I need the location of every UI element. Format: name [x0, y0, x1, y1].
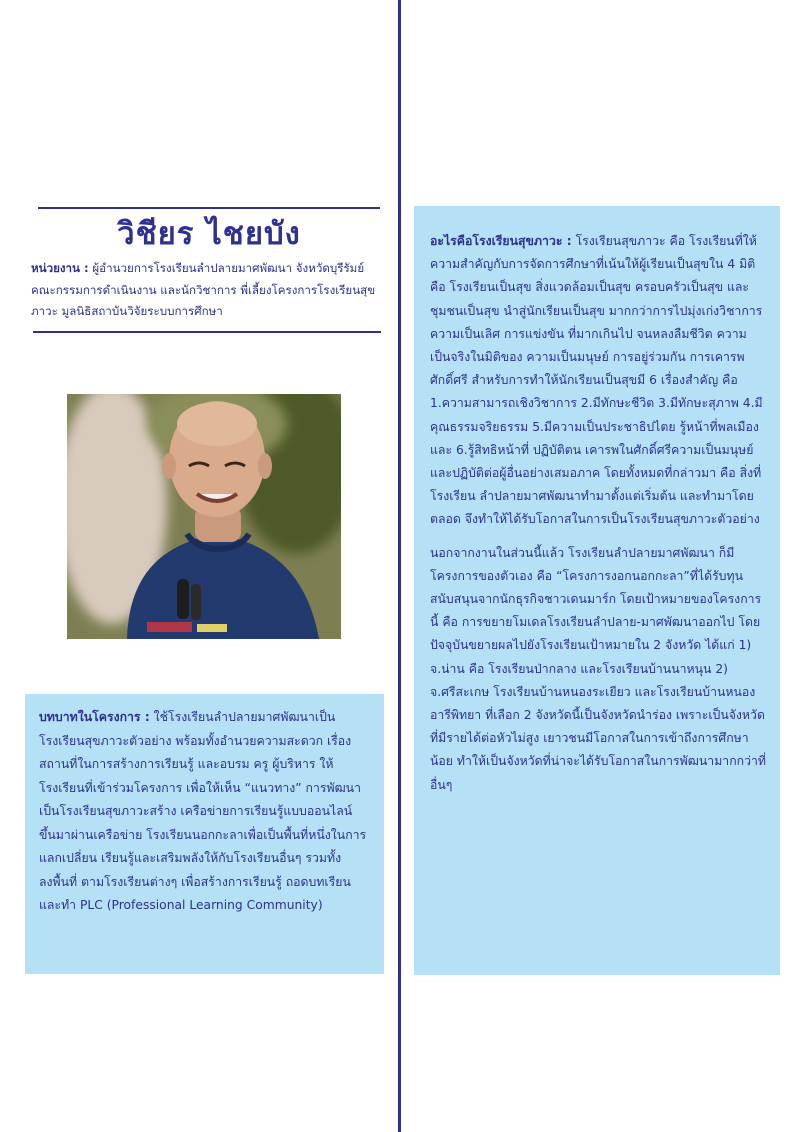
role-label: บทบาทในโครงการ : [39, 710, 150, 724]
role-text: ใช้โรงเรียนลำปลายมาศพัฒนาเป็นโรงเรียนสุขภาวะตัวอย่าง พร้อมทั้งอำนวยความสะดวก เรื่องสถานที่ในการสร้างการเรียนรู้ และอบรม ครู ผู้บริหาร ให้โรงเรียนที่เข้าร่วมโครงการ เพื่อให้เห็น “แนวทาง” การพัฒนาเป็นโรงเรียนสุขภาวะสร้าง เครือข่ายการเรียนรู้แบบออนไลน์ขึ้นมาผ่านเครือข่าย โรงเรียนนอกกะลาเพื่อเป็นพื้นที่หนึ่งในการแลกเปลี่ยน เรียนรู้และเสริมพลังให้กับโรงเรียนอื่นๆ รวมทั้งลงพื้นที่ ตามโรงเรียนต่างๆ เพื่อสร้างการเรียนรู้ ถอดบทเรียน และทำ PLC (Professional Learning Community) [39, 710, 367, 912]
healthy-school-label: อะไรคือโรงเรียนสุขภาวะ : [430, 234, 572, 248]
portrait-photo [67, 394, 341, 639]
affiliation-label: หน่วยงาน : [31, 261, 89, 275]
column-divider [398, 0, 401, 1132]
affiliation [31, 258, 383, 323]
role-paragraph [39, 706, 368, 918]
portrait-illustration [67, 394, 341, 639]
role-box [25, 694, 384, 974]
healthy-school-text: โรงเรียนสุขภาวะ คือ โรงเรียนที่ให้ความสำคัญกับการจัดการศึกษาที่เน้นให้ผู้เรียนเป็นสุขใน 4 มิติ คือ โรงเรียนเป็นสุข สิ่งแวดล้อมเป็นสุข ครอบครัวเป็นสุข และชุมชนเป็นสุข นำสู่นักเรียนเป็นสุข มากกว่าการไปมุ่งเก่งวิชาการ ความเป็นเลิศ การแข่งขัน ที่มากเกินไป จนหลงลืมชีวิต ความเป็นจริงในมิติของ ความเป็นมนุษย์ การอยู่ร่วมกัน การเคารพศักดิ์ศรี สำหรับการทำให้นักเรียนเป็นสุขมี 6 เรื่องสำคัญ คือ 1.ความสามารถเชิงวิชาการ 2.มีทักษะชีวิต 3.มีทักษะสุภาพ 4.มีคุณธรรมจริยธรรม 5.มีความเป็นประชาธิปไตย รู้หน้าที่พลเมือง และ 6.รู้สิทธิหน้าที่ ปฏิบัติตน เคารพในศักดิ์ศรีความเป็นมนุษย์ และปฏิบัติต่อผู้อื่นอย่างเสมอภาค โดยทั้งหมดที่กล่าวมา คือ สิ่งที่โรงเรียน ลำปลายมาศพัฒนาทำมาตั้งแต่เริ่มต้น และทำมาโดยตลอด จึงทำให้ได้รับโอกาสในการเป็นโรงเรียนสุขภาวะตัวอย่าง [430, 234, 763, 527]
healthy-school-paragraph [430, 230, 766, 532]
project-paragraph: นอกจากงานในส่วนนี้แล้ว โรงเรียนลำปลายมาศพัฒนา ก็มีโครงการของตัวเอง คือ “โครงการงอกนอกกะลา”ที่ได้รับทุนสนับสนุนจากนักธุรกิจชาวเดนมาร์ก โดยเป้าหมายของโครงการนี้ คือ การขยายโมเดลโรงเรียนลำปลาย-มาศพัฒนาออกไป โดยปัจจุบันขยายผลไปยังโรงเรียนเป้าหมายใน 2 จังหวัด ได้แก่ 1) จ.น่าน คือ โรงเรียนป่ากลาง และโรงเรียนบ้านนาหนุน 2) จ.ศรีสะเกษ โรงเรียนบ้านหนองระเยียว และโรงเรียนบ้านหนองอารีพิทยา ที่เลือก 2 จังหวัดนี้เป็นจังหวัดนำร่อง เพราะเป็นจังหวัดที่มีรายได้ต่อหัวไม่สูง เยาวชนมีโอกาสในการเข้าถึงการศึกษาน้อย ทำให้เป็นจังหวัดที่น่าจะได้รับโอกาสในการพัฒนามากกว่าที่อื่นๆ [430, 545, 767, 792]
affiliation-text: ผู้อำนวยการโรงเรียนลำปลายมาศพัฒนา จังหวัดบุรีรัมย์ คณะกรรมการดำเนินงาน และนักวิชาการ พี่เลี้ยงโครงการโรงเรียนสุขภาวะ มูลนิธิสถาบันวิจัยระบบการศึกษา [31, 261, 376, 318]
healthy-school-box [414, 206, 780, 975]
author-name: วิชียร ไชยบัง [117, 216, 301, 252]
name-bottom-rule [33, 331, 381, 333]
name-top-rule [38, 207, 380, 209]
